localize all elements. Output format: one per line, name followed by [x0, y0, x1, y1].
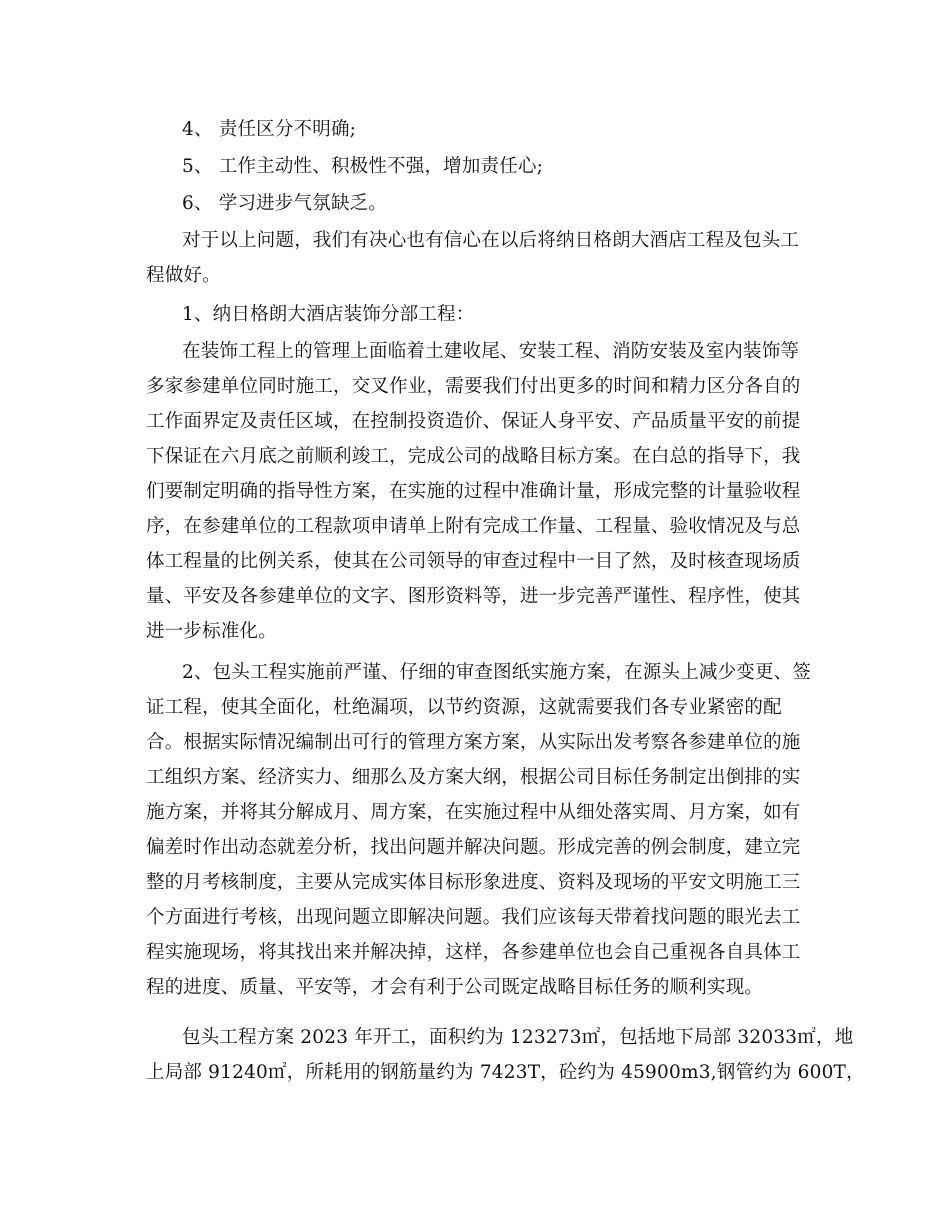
- paragraph-line: 体工程量的比例关系，使其在公司领导的审查过程中一目了然，及时核查现场质: [146, 551, 801, 572]
- paragraph-line: 程做好。: [146, 265, 221, 286]
- paragraph-line: 包头工程方案 2023 年开工，面积约为 123273㎡，包括地下局部 32033㎡，地: [182, 1027, 854, 1048]
- paragraph-line: 偏差时作出动态就差分析，找出问题并解决问题。形成完善的例会制度，建立完: [146, 837, 801, 858]
- section-heading-2: 2、包头工程实施前严谨、仔细的审查图纸实施方案，在源头上减少变更、签: [182, 662, 812, 683]
- paragraph-line: 工作面界定及责任区域，在控制投资造价、保证人身平安、产品质量平安的前提: [146, 411, 801, 432]
- paragraph-line: 整的月考核制度，主要从完成实体目标形象进度、资料及现场的平安文明施工三: [146, 872, 801, 893]
- paragraph-line: 施方案，并将其分解成月、周方案，在实施过程中从细处落实周、月方案，如有: [146, 802, 801, 823]
- list-item-4: 4、 责任区分不明确;: [182, 119, 357, 140]
- paragraph-line: 证工程，使其全面化，杜绝漏项，以节约资源，这就需要我们各专业紧密的配: [146, 697, 782, 718]
- paragraph-line: 们要制定明确的指导性方案，在实施的过程中准确计量，形成完整的计量验收程: [146, 481, 801, 502]
- paragraph-line: 序，在参建单位的工程款项申请单上附有完成工作量、工程量、验收情况及与总: [146, 516, 801, 537]
- list-item-6: 6、 学习进步气氛缺乏。: [182, 193, 388, 214]
- paragraph-line: 多家参建单位同时施工，交叉作业，需要我们付出更多的时间和精力区分各自的: [146, 376, 801, 397]
- paragraph-line: 上局部 91240㎡，所耗用的钢筋量约为 7423T，砼约为 45900m3,钢管约为 600T，: [146, 1062, 865, 1083]
- paragraph-line: 程实施现场，将其找出来并解决掉，这样，各参建单位也会自己重视各自具体工: [146, 942, 801, 963]
- paragraph-line: 对于以上问题，我们有决心也有信心在以后将纳日格朗大酒店工程及包头工: [182, 230, 800, 251]
- paragraph-line: 程的进度、质量、平安等，才会有利于公司既定战略目标任务的顺利实现。: [146, 977, 764, 998]
- section-heading-1: 1、纳日格朗大酒店装饰分部工程：: [182, 304, 475, 325]
- paragraph-line: 量、平安及各参建单位的文字、图形资料等，进一步完善严谨性、程序性，使其: [146, 586, 801, 607]
- paragraph-line: 个方面进行考核，出现问题立即解决问题。我们应该每天带着找问题的眼光去工: [146, 907, 801, 928]
- paragraph-line: 工组织方案、经济实力、细那么及方案大纲，根据公司目标任务制定出倒排的实: [146, 767, 801, 788]
- paragraph-line: 在装饰工程上的管理上面临着土建收尾、安装工程、消防安装及室内装饰等: [182, 341, 800, 362]
- paragraph-line: 合。根据实际情况编制出可行的管理方案方案，从实际出发考察各参建单位的施: [146, 732, 801, 753]
- paragraph-line: 下保证在六月底之前顺利竣工，完成公司的战略目标方案。在白总的指导下，我: [146, 446, 801, 467]
- paragraph-line: 进一步标准化。: [146, 621, 277, 642]
- list-item-5: 5、 工作主动性、积极性不强，增加责任心;: [182, 156, 544, 177]
